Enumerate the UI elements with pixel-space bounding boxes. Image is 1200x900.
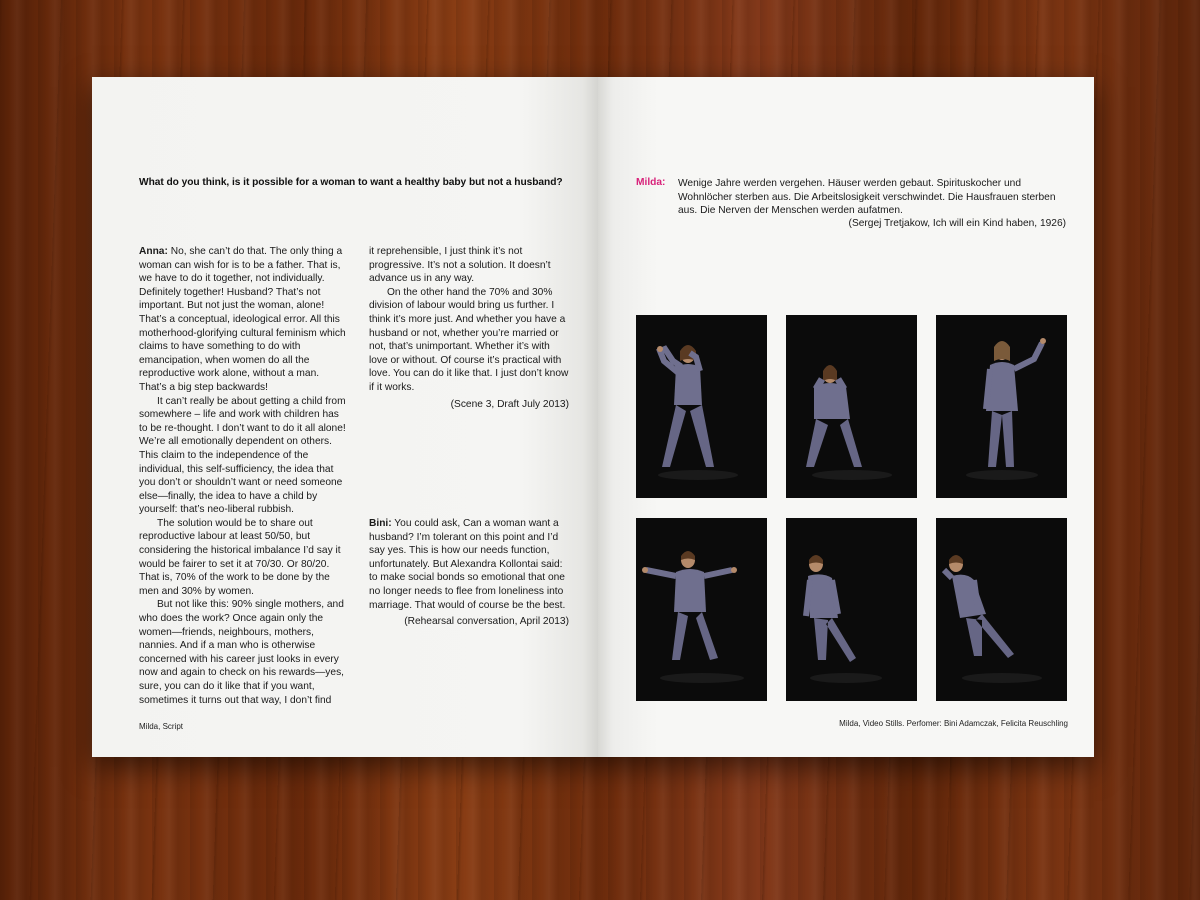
left-page-footer: Milda, Script [139, 722, 184, 731]
anna-column-2 [369, 245, 569, 411]
stills-caption: Milda, Video Stills. Perfomer: Bini Adamczak, Felicita Reuschling [839, 719, 1068, 728]
right-page [598, 77, 1094, 757]
video-still-4 [636, 518, 767, 701]
video-still-5 [786, 518, 917, 701]
anna-paragraph-5: On the other hand the 70% and 30% division of labour would bring us further. I think it’s more just. And whether you have a husband or not, whether you’re married or not, that’s unimportant. Whether it’s with love or without. Of course it’s practical with love. You can do it like that. I just don’t know if it works. [369, 286, 569, 393]
bini-speaker-label: Bini: [369, 518, 392, 529]
anna-paragraph-3: The solution would be to share out reproductive labour at least 50/50, but considering the historical imbalance I’d say it would be fairer to set it at 70/30. Or 80/20. That is, 70% of the work to be done by the men and 30% by women. [139, 517, 341, 597]
video-still-1 [636, 315, 767, 498]
left-page [92, 77, 598, 757]
video-still-6 [936, 518, 1067, 701]
anna-paragraph-2: It can’t really be about getting a child from somewhere – life and work with children has to be re-thought. I don’t want to do it all alone! We’re all emotionally dependent on others. This claim to the independence of the individual, this self-sufficiency, the idea that you don’t or shouldn’t want or need someone else—finally, the idea to have a child by yourself: that’s neo-liberal rubbish. [139, 395, 346, 516]
anna-paragraph-4: But not like this: 90% single mothers, and who does the work? Once again only the women—friends, neighbours, mothers, nannies. And if a man who is otherwise concerned with his career just looks in every now and again to check on his rewards—yes, sure, you can do it like that if you want, sometimes it turns out that way, I don’t find [139, 599, 344, 706]
video-stills-grid [636, 315, 1068, 701]
milda-citation: (Sergej Tretjakow, Ich will ein Kind haben, 1926) [848, 218, 1066, 229]
anna-speaker-label: Anna: [139, 246, 168, 257]
anna-citation: (Scene 3, Draft July 2013) [450, 398, 569, 410]
anna-paragraph-1: Anna: No, she can’t do that. The only thing a woman can wish for is to be a father. That is, we have to do it together, not individually. Definitely together! Husband? That’s not important. But not just the woman, alone! That’s a conceptual, ideological error. All this motherhood-glorifying cultural feminism which claims to have something to do with emancipation, when women do all the reproductive work alone, without a man. That’s a big step backwards! [139, 246, 346, 393]
page-question: What do you think, is it possible for a woman to want a healthy baby but not a husband? [139, 177, 563, 188]
bini-column [369, 517, 569, 629]
open-booklet [92, 77, 1094, 757]
video-still-2 [786, 315, 917, 498]
anna-column-1 [139, 245, 349, 707]
milda-speaker-label: Milda: [636, 177, 666, 188]
milda-quote: Wenige Jahre werden vergehen. Häuser werden gebaut. Spirituskocher und Wohnlöcher sterben aus. Die Arbeitslosigkeit verschwindet. Die Hausfrauen sterben aus. Die Nerven der Menschen werden aufatmen. [678, 178, 1056, 217]
video-still-3 [936, 315, 1067, 498]
bini-paragraph: Bini: You could ask, Can a woman want a husband? I’m tolerant on this point and I’d say yes. This is how our needs function, unfortunately. But Alexandra Kollontai said: to make social bonds so emotional that one no longer needs to flee from loneliness into marriage. That would of course be the best. [369, 518, 566, 611]
anna-paragraph-continued: it reprehensible, I just think it’s not progressive. It’s not a solution. It doesn’t advance us in any way. [369, 246, 551, 285]
bini-citation: (Rehearsal conversation, April 2013) [404, 616, 569, 628]
